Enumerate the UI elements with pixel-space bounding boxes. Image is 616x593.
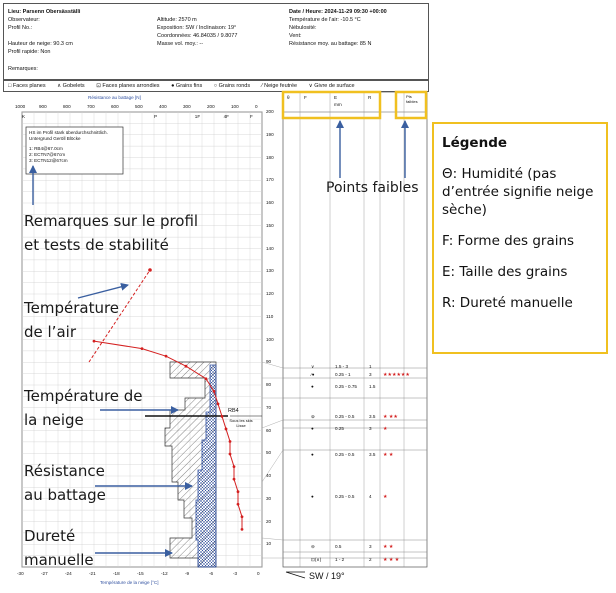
- top-axis-tick: 200: [207, 104, 215, 109]
- top-axis-tick: 600: [111, 104, 119, 109]
- note-line-2: Untergrund Geröll Blöcke: [29, 136, 81, 141]
- legend-f: F: Forme des grains: [442, 233, 575, 249]
- layer-grain-form: ●: [311, 426, 314, 431]
- top-axis-title: Résistance au battage [N]: [88, 95, 141, 100]
- height-axis-tick: 90: [266, 359, 272, 365]
- air-temperature-point: [148, 268, 152, 272]
- note-test-2: 2: ECTN7@67cm: [29, 152, 66, 157]
- layer-hardness: 1: [369, 364, 372, 369]
- layer-grain-size: 0.25: [335, 426, 344, 431]
- givre-surface-icon: ∨: [308, 83, 313, 89]
- top-axis-tick: 900: [39, 104, 47, 109]
- annotation-air-temp-line1: Température: [24, 299, 120, 317]
- hardness-tick: P: [154, 114, 158, 119]
- layer-grain-form: ●: [311, 452, 314, 457]
- layer-hardness: 3: [369, 372, 372, 377]
- ram-resistance-label: Résistance moy. au battage: 85 N: [289, 41, 372, 47]
- layer-hardness: 3: [369, 426, 372, 431]
- snow-temp-point: [217, 402, 220, 405]
- wind-label: Vent:: [289, 33, 302, 39]
- layer-weak-points: ★ ★: [383, 544, 394, 550]
- height-axis-tick: 130: [266, 268, 274, 274]
- snow-temp-point: [237, 490, 240, 493]
- height-axis-tick: 180: [266, 154, 274, 160]
- faces-arrondies-icon: ⊡: [96, 83, 101, 89]
- snow-height-label: Hauteur de neige: 90.3 cm: [8, 41, 73, 47]
- height-axis-tick: 20: [266, 518, 272, 524]
- volume-mass-label: Masse vol. moy.: --: [157, 41, 204, 47]
- hardness-tick: 1F: [194, 114, 201, 119]
- f-header: F: [304, 95, 307, 100]
- height-axis-tick: 140: [266, 245, 274, 251]
- coordinates-label: Coordonnées: 46.84035 / 9.8077: [157, 33, 238, 39]
- annotation-ram-line2: au battage: [24, 486, 106, 504]
- neige-feutree-label: Neige feutrée: [264, 83, 298, 89]
- layer-grain-form: ●: [311, 384, 314, 389]
- e-header: E: [334, 95, 338, 100]
- faces-arrondies-label: Faces planes arrondies: [102, 83, 160, 89]
- snow-temp-point: [233, 478, 236, 481]
- bottom-axis-tick: -12: [161, 571, 168, 576]
- height-axis-tick: 80: [266, 382, 272, 387]
- bottom-axis-tick: -27: [41, 571, 48, 576]
- snow-temp-point: [233, 465, 236, 468]
- annotation-snow-temp: [24, 384, 143, 432]
- snow-temp-point: [185, 365, 188, 368]
- layer-grain-size: 0.25 - 0.75: [335, 384, 357, 389]
- layer-grain-form: ⊡(∧): [311, 557, 322, 562]
- exposition-label: Exposition: SW / Inclinaison: 19°: [157, 25, 237, 31]
- top-axis-tick: 700: [87, 104, 95, 109]
- grains-ronds-icon: ○: [213, 83, 218, 89]
- annotation-ram-line1: Résistance: [24, 462, 105, 480]
- layer-grain-form: ⊚: [311, 414, 315, 419]
- layer-grain-form: ⁄●: [311, 372, 315, 377]
- annotation-air-temp-line2: de l’air: [24, 323, 76, 341]
- layer-hardness: 4: [369, 494, 372, 499]
- annotation-snow-temp-line2: la neige: [24, 411, 84, 429]
- snow-temp-point: [141, 347, 144, 350]
- quick-profile-label: Profil rapide: Non: [8, 49, 51, 55]
- annotation-hardness-line1: Dureté: [24, 527, 76, 545]
- annotation-air-temp: [24, 296, 119, 344]
- layer-grain-size: 0.25 - 0.5: [335, 452, 355, 457]
- top-axis-tick: 1000: [15, 104, 26, 109]
- bottom-axis-tick: -3: [233, 571, 238, 576]
- top-axis-tick: 0: [255, 104, 258, 109]
- height-axis-tick: 40: [266, 473, 272, 478]
- height-axis-tick: 50: [266, 450, 272, 456]
- layer-weak-points: ★: [383, 494, 388, 500]
- observer-label: Observateur:: [8, 17, 40, 23]
- annotation-hardness: [24, 524, 94, 572]
- gobelets-label: Gobelets: [62, 83, 85, 89]
- layer-grain-form: ●: [311, 494, 314, 499]
- note-line-1: HS im Profil stark überdurchschnittlich.: [29, 130, 108, 135]
- legend-box: [432, 122, 608, 354]
- layer-grain-size: 0.25 - 1: [335, 372, 351, 377]
- notes-text: [29, 130, 122, 164]
- annotation-remarks: [24, 209, 198, 257]
- snow-temp-point: [165, 355, 168, 358]
- theta-header: θ: [287, 95, 290, 100]
- bottom-axis-tick: -24: [65, 571, 72, 576]
- layer-grain-size: 1 - 2: [335, 557, 345, 562]
- faces-planes-icon: □: [8, 83, 12, 89]
- hardness-tick: F: [250, 114, 253, 119]
- height-axis-tick: 150: [266, 222, 274, 228]
- height-axis-tick: 60: [266, 427, 272, 433]
- grains-fins-label: Grains fins: [175, 83, 203, 89]
- height-axis-tick: 10: [266, 541, 272, 547]
- snow-temp-point: [221, 415, 224, 418]
- top-axis-tick: 400: [159, 104, 167, 109]
- layer-row-lines: [283, 368, 427, 558]
- neige-feutree-icon: ⁄: [261, 83, 263, 89]
- layer-weak-points: ★ ★★: [383, 414, 398, 420]
- bottom-axis-tick: -15: [137, 571, 144, 576]
- nebulosity-label: Nébulosité:: [289, 25, 317, 31]
- height-axis-tick: 110: [266, 313, 274, 319]
- layer-grain-size: 0.25 - 0.5: [335, 414, 355, 419]
- grains-fins-icon: ●: [171, 83, 175, 89]
- layer-grain-size: 1.5 - 3: [335, 364, 349, 369]
- snow-temp-point: [213, 390, 216, 393]
- top-axis-tick: 300: [183, 104, 191, 109]
- legend-e: E: Taille des grains: [442, 264, 568, 280]
- annotation-remarks-line1: Remarques sur le profil: [24, 212, 199, 230]
- header-highlight-box: [283, 92, 380, 118]
- annotation-ram: [24, 459, 106, 507]
- layer-grain-form: ∨: [311, 364, 315, 369]
- note-test-3: 3: ECTN12@67cm: [29, 158, 68, 163]
- snow-temp-point: [229, 453, 232, 456]
- hardness-tick: 4F: [223, 114, 229, 119]
- snow-temp-point: [205, 377, 208, 380]
- altitude-label: Altitude: 2570 m: [157, 17, 197, 23]
- slope-icon: [286, 572, 305, 578]
- top-axis-tick: 100: [231, 104, 239, 109]
- location-label: Lieu: Parsenn Obersäsställi: [8, 9, 81, 15]
- rb-test-code: RB4: [228, 408, 239, 414]
- bottom-axis-tick: -30: [17, 571, 24, 576]
- layer-weak-points: ★ ★: [383, 452, 394, 458]
- e-unit-header: mm: [334, 102, 342, 107]
- top-axis-tick: 500: [135, 104, 143, 109]
- hardness-tick: K: [22, 114, 26, 119]
- height-axis-tick: 200: [266, 109, 274, 114]
- slope-label: SW / 19°: [309, 571, 345, 581]
- note-test-1: 1: RB4@67.0cm: [29, 146, 63, 151]
- bottom-axis-tick: -9: [185, 571, 190, 576]
- layer-grain-form: ⊖: [311, 544, 315, 549]
- annotation-weak-points: Points faibles: [326, 180, 419, 196]
- layer-hardness: 3.5: [369, 414, 376, 419]
- layer-hardness: 2: [369, 557, 372, 562]
- legend-r: R: Dureté manuelle: [442, 295, 573, 311]
- bottom-axis-tick: -18: [113, 571, 120, 576]
- annotation-snow-temp-line1: Température de: [24, 387, 143, 405]
- bottom-axis-tick: -6: [209, 571, 214, 576]
- layer-weak-points: ★ ★ ★: [383, 557, 400, 563]
- grains-ronds-label: Grains ronds: [218, 83, 251, 89]
- faces-planes-label: Faces planes: [12, 83, 46, 89]
- datetime-label: Date / Heure: 2024-11-29 09:30 +00:00: [289, 9, 387, 15]
- r-header: R: [368, 95, 372, 100]
- snow-temp-point: [229, 440, 232, 443]
- legend-theta: Θ: Humidité (pas d’entrée signifie neige sèche): [442, 166, 594, 218]
- bottom-axis-title: Température de la neige [°C]: [100, 580, 159, 585]
- layer-connectors: [262, 362, 283, 558]
- givre-surface-label: Givre de surface: [314, 83, 355, 89]
- layer-weak-points: ★★★★★★: [383, 372, 410, 378]
- bottom-axis-tick: 0: [257, 571, 260, 576]
- layer-hardness: 3.5: [369, 452, 376, 457]
- annotation-hardness-line2: manuelle: [24, 551, 94, 569]
- annotation-remarks-line2: et tests de stabilité: [24, 236, 169, 254]
- air-temp-label: Température de l'air: -10.5 °C: [289, 17, 361, 23]
- rb-test-sub: Sous les skis Lisse: [229, 418, 253, 428]
- weak-points-header: Pts faibles: [406, 94, 418, 104]
- remarks-label: Remarques:: [8, 66, 38, 72]
- layer-weak-points: ★: [383, 426, 388, 432]
- height-axis-tick: 30: [266, 495, 272, 501]
- snow-temp-point: [237, 503, 240, 506]
- height-axis-tick: 170: [266, 177, 274, 183]
- layer-hardness: 1.5: [369, 384, 376, 389]
- height-axis-tick: 120: [266, 291, 274, 296]
- height-axis-tick: 100: [266, 336, 274, 342]
- bottom-axis-tick: -21: [89, 571, 96, 576]
- layer-hardness: 3: [369, 544, 372, 549]
- height-axis-tick: 70: [266, 404, 272, 410]
- height-axis-tick: 160: [266, 200, 274, 205]
- legend-title: Légende: [442, 135, 508, 151]
- height-axis-tick: 190: [266, 131, 274, 137]
- profile-no-label: Profil No.:: [8, 25, 33, 31]
- layer-grain-size: 0.25 - 0.5: [335, 494, 355, 499]
- gobelets-icon: ∧: [57, 83, 62, 89]
- snow-temp-point: [241, 515, 244, 518]
- top-axis-tick: 800: [63, 104, 71, 109]
- layer-grain-size: 0.5: [335, 544, 342, 549]
- snow-temp-point: [241, 528, 244, 531]
